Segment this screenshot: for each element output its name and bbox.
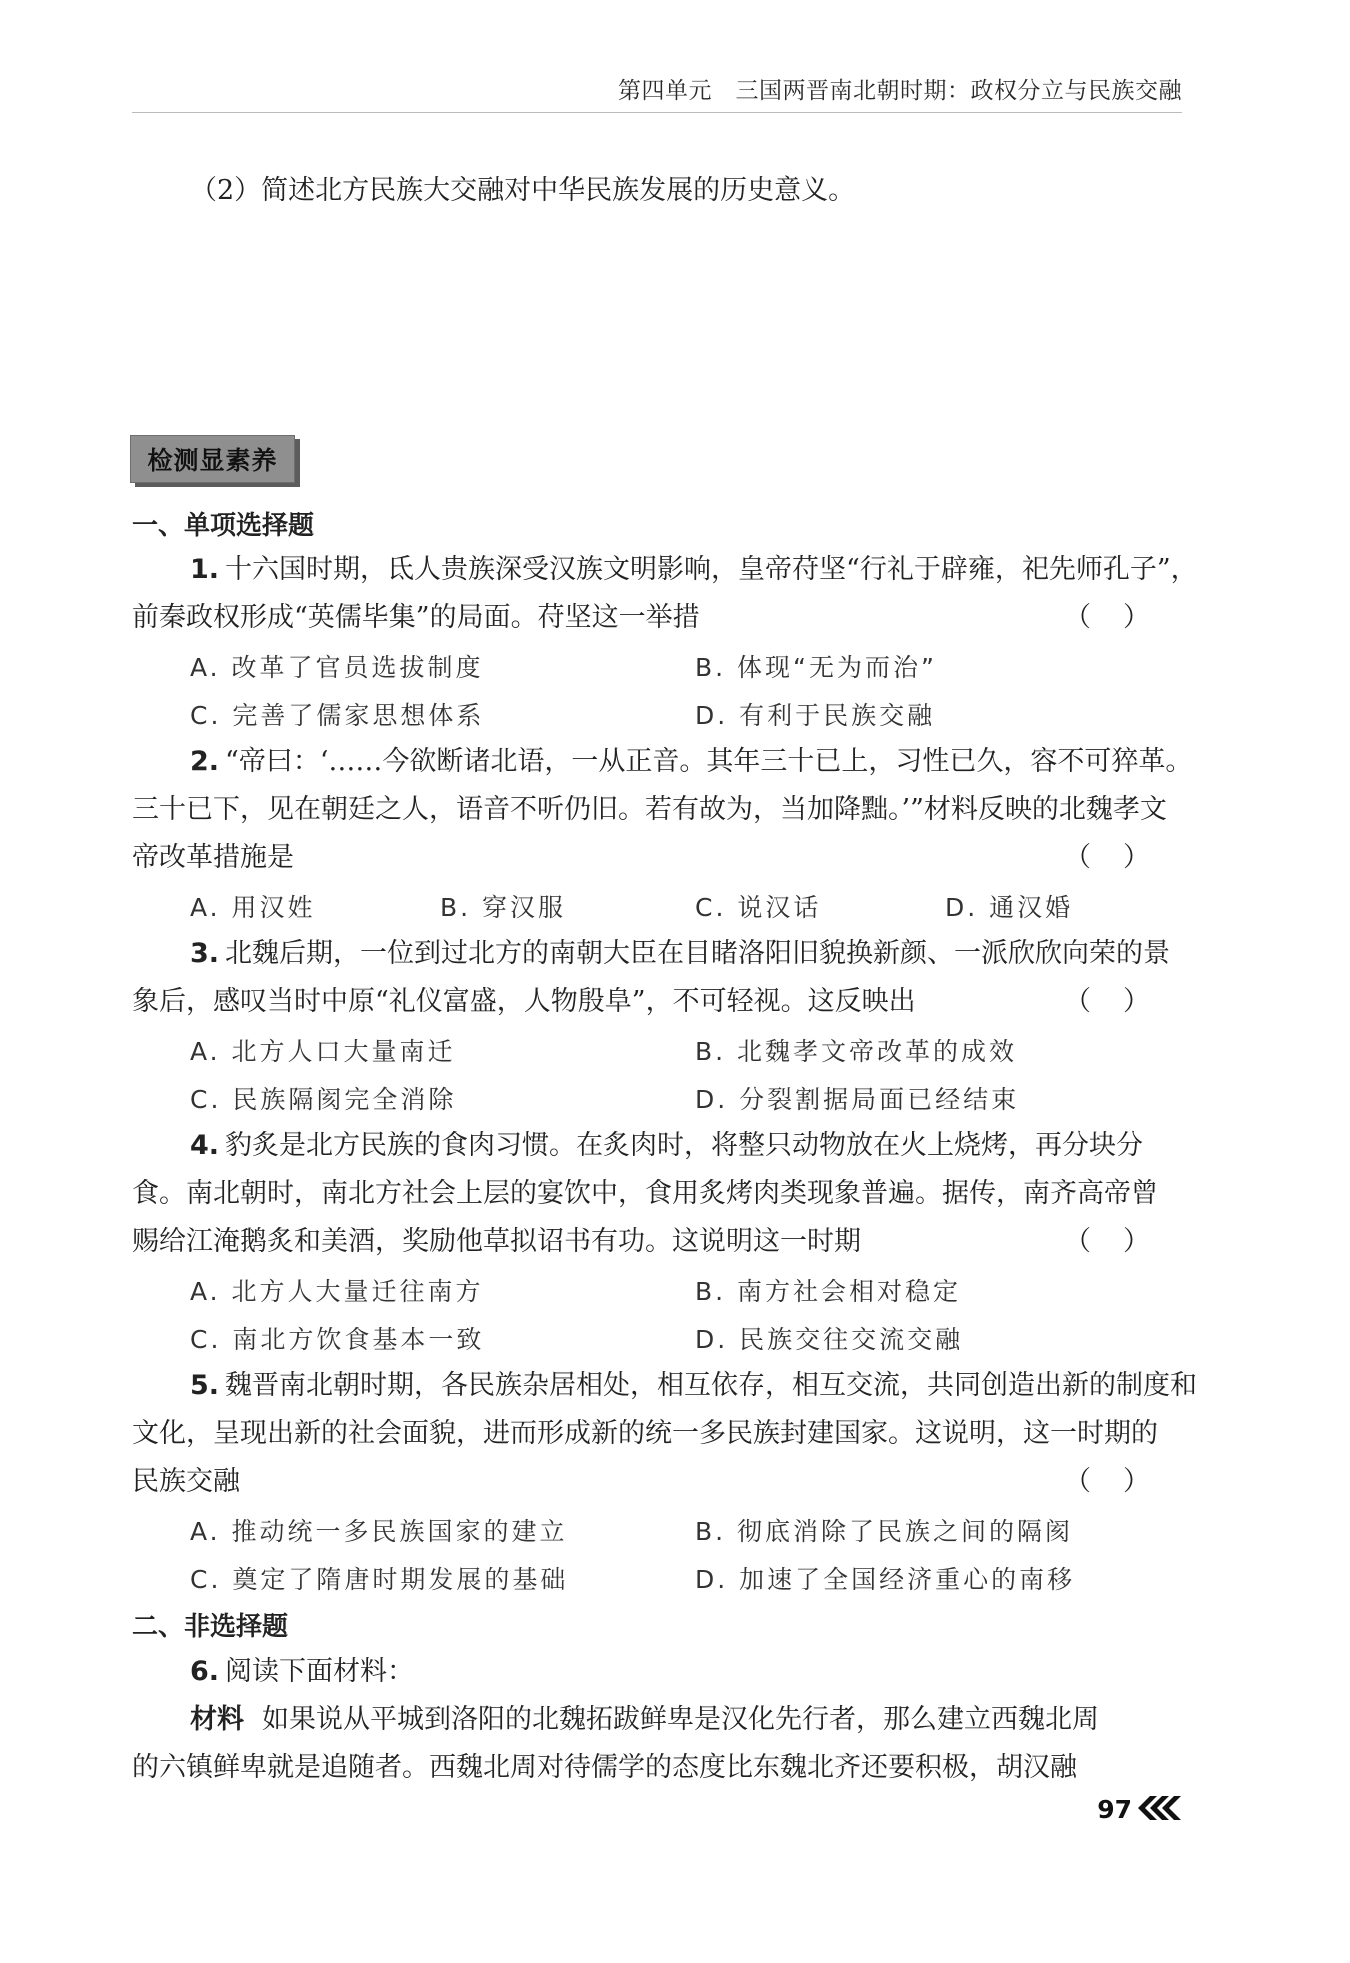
question-text: 北魏后期，一位到过北方的南朝大臣在目睹洛阳旧貌换新颜、一派欣欣向荣的景 [225, 938, 1171, 969]
option-d: D. 民族交往交流交融 [695, 1325, 964, 1354]
question-text: 赐给江淹鹅炙和美酒，奖励他草拟诏书有功。这说明这一时期 [132, 1226, 861, 1257]
question-number: 2. [190, 746, 220, 777]
option-d: D. 分裂割据局面已经结束 [695, 1085, 1020, 1114]
option-c: C. 说汉话 [695, 893, 822, 922]
option-a: A. 改革了官员选拔制度 [190, 653, 484, 682]
question-number: 5. [190, 1370, 220, 1401]
question-text: 魏晋南北朝时期，各民族杂居相处，相互依存，相互交流，共同创造出新的制度和 [225, 1370, 1198, 1401]
option-a: A. 推动统一多民族国家的建立 [190, 1517, 568, 1546]
question-2-line-3 [132, 840, 1182, 876]
question-5-line-3 [132, 1464, 1182, 1500]
option-d: D. 有利于民族交融 [695, 701, 936, 730]
question-4-line-1 [132, 1128, 1240, 1164]
question-text: 象后，感叹当时中原“礼仪富盛，人物殷阜”，不可轻视。这反映出 [132, 986, 916, 1017]
material-line-1 [132, 1702, 1240, 1738]
option-a: A. 用汉姓 [190, 893, 316, 922]
question-text: 豹炙是北方民族的食肉习惯。在炙肉时，将整只动物放在火上烧烤，再分块分 [225, 1130, 1144, 1161]
option-b: B. 北魏孝文帝改革的成效 [695, 1037, 1018, 1066]
question-number: 4. [190, 1130, 220, 1161]
option-b: B. 彻底消除了民族之间的隔阂 [695, 1517, 1074, 1546]
option-c: C. 完善了儒家思想体系 [190, 701, 485, 730]
question-text: 前秦政权形成“英儒毕集”的局面。苻坚这一举措 [132, 602, 700, 633]
question-number: 6. [190, 1656, 220, 1687]
option-c: C. 民族隔阂完全消除 [190, 1085, 457, 1114]
question-text: 民族交融 [132, 1466, 240, 1497]
question-text: “帝曰：‘……今欲断诸北语，一从正音。其年三十已上，习性已久，容不可猝革。 [225, 746, 1193, 777]
material-line-2: 的六镇鲜卑就是追随者。西魏北周对待儒学的态度比东魏北齐还要积极，胡汉融 [132, 1752, 1077, 1783]
answer-parentheses: （） [1064, 842, 1182, 873]
question-4-line-2: 食。南北朝时，南北方社会上层的宴饮中，食用炙烤肉类现象普遍。据传，南齐高帝曾 [132, 1178, 1158, 1209]
question-2-line-2: 三十已下，见在朝廷之人，语音不听仍旧。若有故为，当加降黜。’”材料反映的北魏孝文 [132, 794, 1167, 825]
section-heading-non-choice: 二、非选择题 [132, 1612, 289, 1642]
question-1-line-1 [132, 552, 1240, 588]
option-c: C. 奠定了隋唐时期发展的基础 [190, 1565, 569, 1594]
question-text: 帝改革措施是 [132, 842, 294, 873]
question-3-line-1 [132, 936, 1240, 972]
option-b: B. 南方社会相对稳定 [695, 1277, 962, 1306]
section-heading-choice: 一、单项选择题 [132, 511, 315, 541]
running-header: 第四单元 三国两晋南北朝时期：政权分立与民族交融 [618, 78, 1182, 104]
section-badge-label: 检测显素养 [147, 446, 278, 475]
question-number: 3. [190, 938, 220, 969]
question-5-line-1 [132, 1368, 1240, 1404]
material-text: 如果说从平城到洛阳的北魏拓跋鲜卑是汉化先行者，那么建立西魏北周 [262, 1704, 1099, 1735]
question-6 [132, 1654, 1240, 1690]
question-2-line-1 [132, 744, 1240, 780]
answer-parentheses: （） [1064, 986, 1182, 1017]
answer-parentheses: （） [1064, 1466, 1182, 1497]
option-d: D. 通汉婚 [945, 893, 1074, 922]
answer-parentheses: （） [1064, 1226, 1182, 1257]
question-text: 阅读下面材料： [225, 1656, 415, 1687]
header-divider [132, 112, 1182, 113]
option-a: A. 北方人大量迁往南方 [190, 1277, 484, 1306]
question-2-part2: （2）简述北方民族大交融对中华民族发展的历史意义。 [190, 175, 856, 206]
answer-parentheses: （） [1064, 602, 1182, 633]
question-number: 1. [190, 554, 220, 585]
option-d: D. 加速了全国经济重心的南移 [695, 1565, 1076, 1594]
section-badge [130, 435, 295, 483]
material-label: 材料 [190, 1704, 244, 1735]
question-3-line-2 [132, 984, 1182, 1020]
page-number: 97 [1097, 1795, 1132, 1824]
option-c: C. 南北方饮食基本一致 [190, 1325, 485, 1354]
question-4-line-3 [132, 1224, 1182, 1260]
option-b: B. 穿汉服 [440, 893, 567, 922]
chevron-left-icon [1136, 1795, 1182, 1821]
question-5-line-2: 文化，呈现出新的社会面貌，进而形成新的统一多民族封建国家。这说明，这一时期的 [132, 1418, 1158, 1449]
question-1-line-2 [132, 600, 1182, 636]
option-b: B. 体现“无为而治” [695, 653, 937, 682]
question-text: 十六国时期，氐人贵族深受汉族文明影响，皇帝苻坚“行礼于辟雍，祀先师孔子”， [225, 554, 1198, 585]
option-a: A. 北方人口大量南迁 [190, 1037, 456, 1066]
